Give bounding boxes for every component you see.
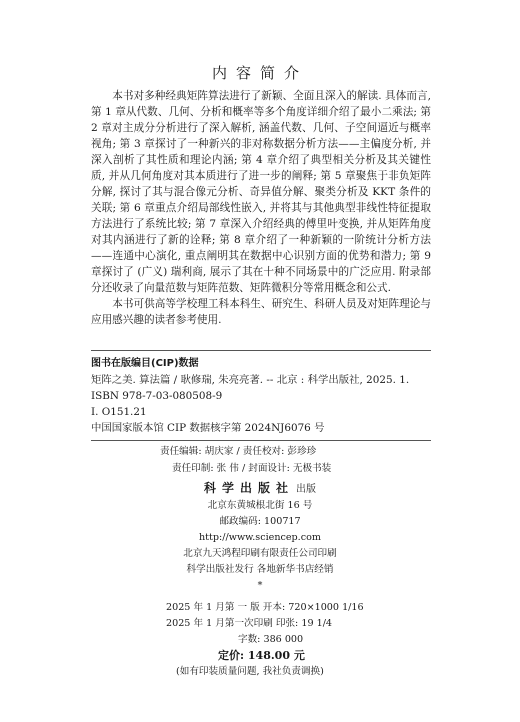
cip-line: 中国国家版本馆 CIP 数据核字第 2024NJ6076 号 <box>91 422 325 434</box>
publisher-logo: 科学出版社 <box>203 481 294 495</box>
cip-heading: 图书在版编目(CIP)数据 <box>91 358 199 369</box>
divider <box>91 350 431 351</box>
divider <box>91 440 431 441</box>
cip-line: ISBN 978-7-03-080508-9 <box>91 390 223 402</box>
quality-notice: (如有印装质量问题, 我社负责调换) <box>176 666 324 677</box>
cip-block <box>91 356 431 436</box>
publisher-website: http://www.sciencep.com <box>199 532 321 543</box>
publisher-block <box>0 480 520 594</box>
publisher-logo-suffix: 出版 <box>296 484 316 495</box>
summary-paragraph: 本书可供高等学校理工科本科生、研究生、科研人员及对矩阵理论与应用感兴趣的读者参考使用. <box>91 298 431 326</box>
price: 定价: 148.00 元 <box>218 649 305 662</box>
printer-line: 北京九天鸿程印刷有限责任公司印刷 <box>183 548 337 559</box>
publisher-address: 北京东黄城根北街 16 号 <box>207 500 313 511</box>
publisher-postcode: 邮政编码: 100717 <box>219 516 301 527</box>
page-title: 内容简介 <box>211 64 308 82</box>
edition-block <box>0 600 520 680</box>
distribution-line: 科学出版社发行 各地新华书店经销 <box>186 564 334 575</box>
staff-line: 责任印制: 张 伟 / 封面设计: 无极书装 <box>172 463 332 474</box>
staff-line: 责任编辑: 胡庆家 / 责任校对: 彭珍珍 <box>160 446 317 457</box>
separator-star: * <box>257 580 263 591</box>
publisher-logo-row <box>0 480 520 498</box>
cip-line: 矩阵之美. 算法篇 / 耿修瑞, 朱亮亮著. -- 北京 : 科学出版社, 2025. 1. <box>91 374 410 386</box>
printing-line: 2025 年 1 月第一次印刷 印张: 19 1/4 <box>166 618 333 629</box>
edition-line: 2025 年 1 月第 一 版 开本: 720×1000 1/16 <box>166 602 364 613</box>
cip-line: Ⅰ. O151.21 <box>91 406 147 418</box>
staff-credits <box>0 443 520 477</box>
word-count: 字数: 386 000 <box>238 634 304 645</box>
summary-paragraph: 本书对多种经典矩阵算法进行了新颖、全面且深入的解读. 具体而言, 第 1 章从代数、几何、分析和概率等多个角度详细介绍了最小二乘法; 第 2 章对主成分分析进行了深入解析, 涵盖代数、几何、子空间逼近与概率视角; 第 3 章探讨了一种新兴的非对称数据分析方法——主偏度分析, 并深入剖析了其性质和理论内涵; 第 4 章介绍了典型相关分析及其关键性质, 并从几何角度对其本质进行了进一步的阐释; 第 5 章聚焦于非负矩阵分解, 探讨了其与混合像元分析、奇异值分解、聚类分析及 KKT 条件的关联; 第 6 章重点介绍局部线性嵌入, 并将其与其他典型非线性特征提取方法进行了系统比较; 第 7 章深入介绍经典的傅里叶变换, 并从矩阵角度对其内涵进行了新的诠释; 第 8 章介绍了一种新颖的一阶统计分析方法——连通中心演化, 重点阐明其在数据中心识别方面的优势和潜力; 第 9 章探讨了 (广义) 瑞利商, 展示了其在十种不同场景中的广泛应用. 附录部分还收录了向量范数与矩阵范数、矩阵微积分等常用概念和公式. <box>91 90 431 294</box>
summary-section <box>91 88 431 328</box>
